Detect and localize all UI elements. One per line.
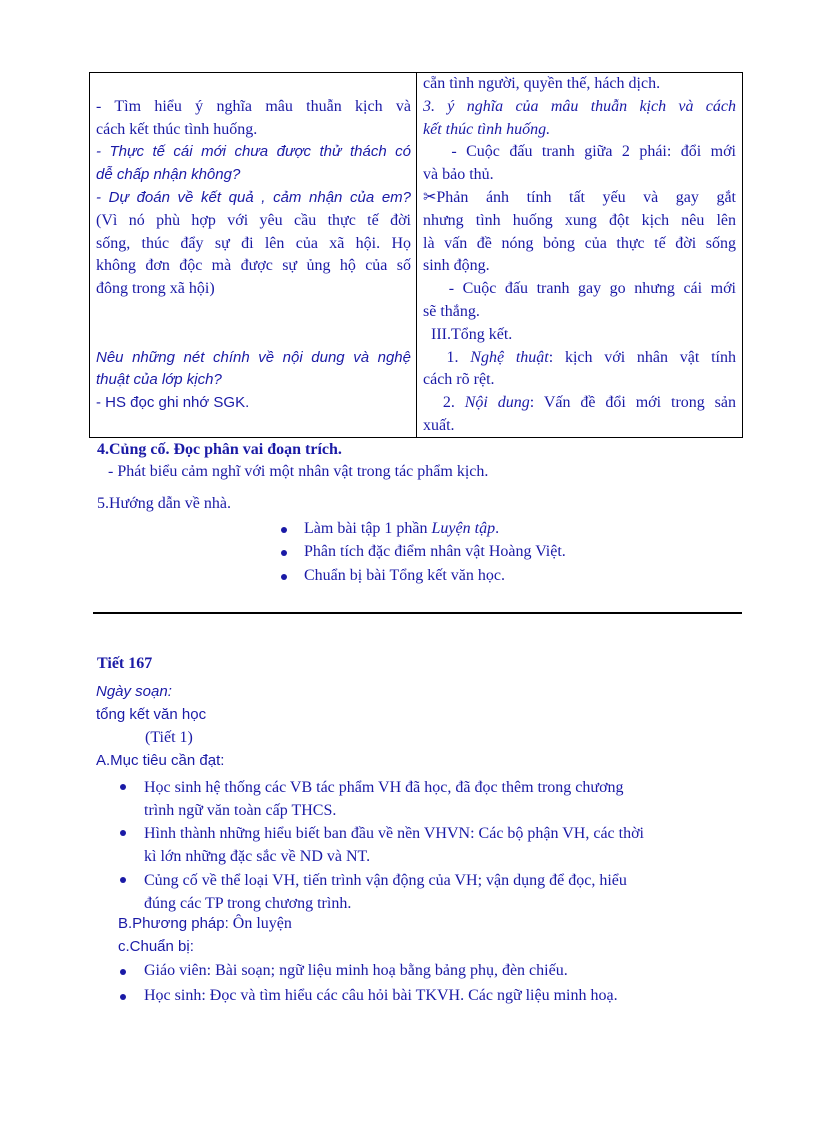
method-row <box>118 915 292 933</box>
table-left-spacer <box>96 73 411 96</box>
table-left-line: cách kết thúc tình huống. <box>96 120 258 138</box>
prep-label: c.Chuẩn bị: <box>118 938 194 955</box>
table-right-line: sẽ thắng. <box>423 302 480 320</box>
method-value: Ôn luyện <box>232 915 292 932</box>
homework-bullet-3 <box>281 567 505 585</box>
homework-bullet-2 <box>281 543 566 561</box>
prep-item-2-text: Học sinh: Đọc và tìm hiểu các câu hỏi bài TKVH. Các ngữ liệu minh hoạ. <box>144 987 618 1004</box>
table-left-line: - HS đọc ghi nhớ SGK. <box>96 394 250 412</box>
table-column-divider <box>416 73 417 437</box>
subject-title: tổng kết văn học <box>96 706 207 723</box>
section-divider <box>93 612 742 614</box>
bullet-dot-icon <box>120 784 126 790</box>
table-right-line: nhưng tình huống xung đột kịch nêu lên <box>423 211 736 229</box>
table-left-line: (Vì nó phù hợp với yêu cầu thực tế đời <box>96 211 411 229</box>
line-segment: : Vấn đề đổi mới trong sản <box>529 394 736 412</box>
prep-item-2 <box>120 987 618 1005</box>
section4-item: - Phát biểu cảm nghĩ với một nhân vật trong tác phẩm kịch. <box>108 463 489 480</box>
table-left-column <box>96 73 411 415</box>
table-left-line: thuật của lớp kịch? <box>96 371 222 389</box>
lesson-table <box>89 72 743 438</box>
table-left-line: - Thực tế cái mới chưa được thử thách có <box>96 143 411 161</box>
line-segment: : kịch với nhân vật tính <box>548 348 736 366</box>
date-label: Ngày soạn: <box>96 683 172 700</box>
table-right-line: cách rõ rệt. <box>423 371 495 389</box>
section5-heading: 5.Hướng dẫn về nhà. <box>97 495 231 512</box>
table-left-line <box>96 301 411 324</box>
line-segment: 1. <box>423 348 471 366</box>
objective-1 <box>120 776 740 822</box>
objective-2-line1: Hình thành những hiểu biết ban đầu về nền VHVN: Các bộ phận VH, các thời <box>144 825 644 842</box>
bullet-dot-icon <box>281 574 287 580</box>
homework-3-text: Chuẩn bị bài Tổng kết văn học. <box>304 567 505 584</box>
objective-3-line2: đúng các TP trong chương trình. <box>144 895 352 912</box>
line-italic-term: Nội dung <box>464 394 530 412</box>
section4-heading: 4.Củng cố. Đọc phân vai đoạn trích. <box>97 441 342 458</box>
line-italic-term: Nghệ thuật <box>470 348 549 366</box>
prep-item-1-text: Giáo viên: Bài soạn; ngữ liệu minh hoạ bằng bảng phụ, đèn chiếu. <box>144 962 568 979</box>
table-right-line: kết thúc tình huống. <box>423 120 551 138</box>
objective-3 <box>120 869 740 915</box>
table-left-line: sống, thúc đẩy sự đi lên của xã hội. Họ <box>96 234 411 252</box>
table-right-line: xuất. <box>423 416 455 434</box>
objective-3-line1: Củng cố về thể loại VH, tiến trình vận động của VH; vận dụng để đọc, hiểu <box>144 872 627 889</box>
table-right-line: và bảo thủ. <box>423 166 494 184</box>
bullet-dot-icon <box>281 550 287 556</box>
table-right-line: 3. ý nghĩa của mâu thuẫn kịch và cách <box>423 97 736 115</box>
table-right-line: ✂Phản ánh tính tất yếu và gay gắt <box>423 188 736 206</box>
bullet-dot-icon <box>120 877 126 883</box>
objective-2-line2: kì lớn những đặc sắc về ND và NT. <box>144 848 371 865</box>
line-segment: 2. <box>423 394 465 412</box>
homework-bullet-1 <box>281 520 499 538</box>
bullet-dot-icon <box>281 527 287 533</box>
table-left-line: dễ chấp nhận không? <box>96 166 241 184</box>
table-left-line: - Tìm hiểu ý nghĩa mâu thuẫn kịch và <box>96 97 411 115</box>
table-right-column <box>423 73 736 438</box>
objective-1-line2: trình ngữ văn toàn cấp THCS. <box>144 802 337 819</box>
table-right-line: III.Tổng kết. <box>423 325 513 343</box>
objective-1-line1: Học sinh hệ thống các VB tác phẩm VH đã học, đã đọc thêm trong chương <box>144 779 624 796</box>
lesson-part: (Tiết 1) <box>145 729 193 746</box>
table-left-line <box>96 324 411 347</box>
table-left-line: - Dự đoán về kết quả , cảm nhận của em? <box>96 188 411 206</box>
table-right-line: cẵn tình người, quyền thế, hách dịch. <box>423 75 661 92</box>
method-label: B.Phương pháp: <box>118 915 229 932</box>
homework-1-text: Làm bài tập 1 phần <box>304 520 432 537</box>
bullet-dot-icon <box>120 969 126 975</box>
table-left-line: Nêu những nét chính về nội dung và nghệ <box>96 348 411 366</box>
objectives-label: A.Mục tiêu cần đạt: <box>96 752 225 769</box>
objective-2 <box>120 822 740 868</box>
table-right-line: là vấn đề nóng bỏng của thực tế đời sống <box>423 234 736 252</box>
bullet-dot-icon <box>120 830 126 836</box>
lesson-title: Tiết 167 <box>97 655 153 672</box>
table-right-line: sinh động. <box>423 257 490 275</box>
table-right-line: - Cuộc đấu tranh giữa 2 phái: đổi mới <box>423 143 736 161</box>
prep-item-1 <box>120 962 568 980</box>
table-right-line: - Cuộc đấu tranh gay go nhưng cái mới <box>423 280 737 298</box>
table-right-line <box>423 392 736 415</box>
homework-1-post: . <box>495 520 500 537</box>
bullet-dot-icon <box>120 994 126 1000</box>
homework-1-italic: Luyện tập <box>431 520 496 537</box>
table-left-line: không đơn độc mà được sự ủng hộ của số <box>96 257 411 275</box>
homework-2-text: Phân tích đặc điểm nhân vật Hoàng Việt. <box>304 543 566 560</box>
table-right-line <box>423 347 736 370</box>
table-left-line: đông trong xã hội) <box>96 280 215 298</box>
